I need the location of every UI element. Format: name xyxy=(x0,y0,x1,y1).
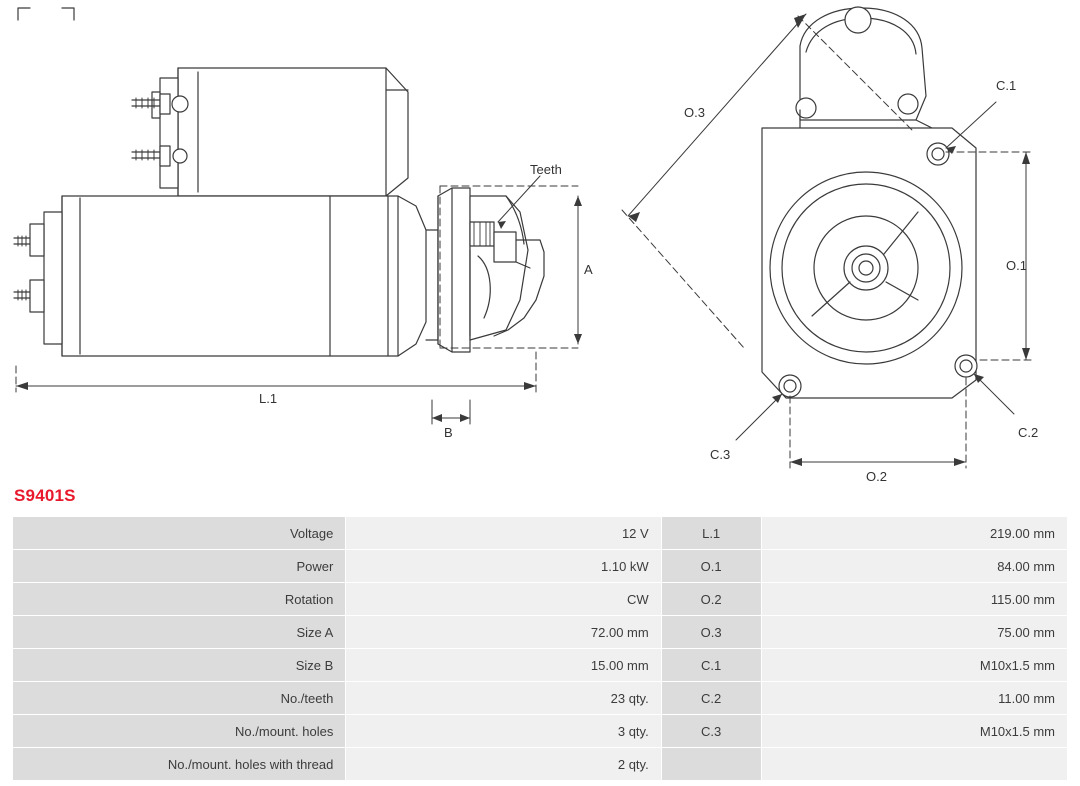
table-row xyxy=(13,616,1068,649)
spec-value: 15.00 mm xyxy=(346,649,661,682)
dim-label: C.2 xyxy=(661,682,761,715)
label-l1: L.1 xyxy=(259,391,278,406)
part-number: S9401S xyxy=(14,486,76,505)
specifications-table xyxy=(12,516,1068,781)
dim-label: C.1 xyxy=(661,649,761,682)
spec-value: 1.10 kW xyxy=(346,550,661,583)
table-row xyxy=(13,517,1068,550)
label-c3: C.3 xyxy=(710,447,731,462)
spec-label: No./mount. holes with thread xyxy=(13,748,346,781)
dim-label: O.2 xyxy=(661,583,761,616)
spec-value: CW xyxy=(346,583,661,616)
table-row xyxy=(13,649,1068,682)
dim-value: M10x1.5 mm xyxy=(761,649,1067,682)
dim-label: L.1 xyxy=(661,517,761,550)
dim-label: O.1 xyxy=(661,550,761,583)
dim-value-empty xyxy=(761,748,1067,781)
dim-label: O.3 xyxy=(661,616,761,649)
label-o1: O.1 xyxy=(1006,258,1027,273)
spec-value: 72.00 mm xyxy=(346,616,661,649)
label-o3: O.3 xyxy=(684,105,705,120)
label-c1: C.1 xyxy=(996,78,1017,93)
dim-value: 11.00 mm xyxy=(761,682,1067,715)
dim-label-empty xyxy=(661,748,761,781)
dim-value: 75.00 mm xyxy=(761,616,1067,649)
table-row xyxy=(13,748,1068,781)
spec-value: 12 V xyxy=(346,517,661,550)
table-row xyxy=(13,550,1068,583)
spec-value: 3 qty. xyxy=(346,715,661,748)
dim-value: 219.00 mm xyxy=(761,517,1067,550)
label-c2: C.2 xyxy=(1018,425,1039,440)
label-a: A xyxy=(584,262,593,277)
spec-value: 2 qty. xyxy=(346,748,661,781)
dim-value: 115.00 mm xyxy=(761,583,1067,616)
dim-label: C.3 xyxy=(661,715,761,748)
spec-value: 23 qty. xyxy=(346,682,661,715)
starter-side-view xyxy=(14,8,582,424)
dim-value: M10x1.5 mm xyxy=(761,715,1067,748)
table-row xyxy=(13,682,1068,715)
spec-label: Size A xyxy=(13,616,346,649)
spec-label: Voltage xyxy=(13,517,346,550)
dim-value: 84.00 mm xyxy=(761,550,1067,583)
spec-label: Rotation xyxy=(13,583,346,616)
label-o2: O.2 xyxy=(866,469,887,484)
spec-label: Size B xyxy=(13,649,346,682)
table-row xyxy=(13,583,1068,616)
table-row xyxy=(13,715,1068,748)
starter-flange-view xyxy=(622,7,1032,468)
spec-label: No./teeth xyxy=(13,682,346,715)
label-b: B xyxy=(444,425,453,440)
spec-label: Power xyxy=(13,550,346,583)
label-teeth: Teeth xyxy=(530,162,562,177)
spec-label: No./mount. holes xyxy=(13,715,346,748)
